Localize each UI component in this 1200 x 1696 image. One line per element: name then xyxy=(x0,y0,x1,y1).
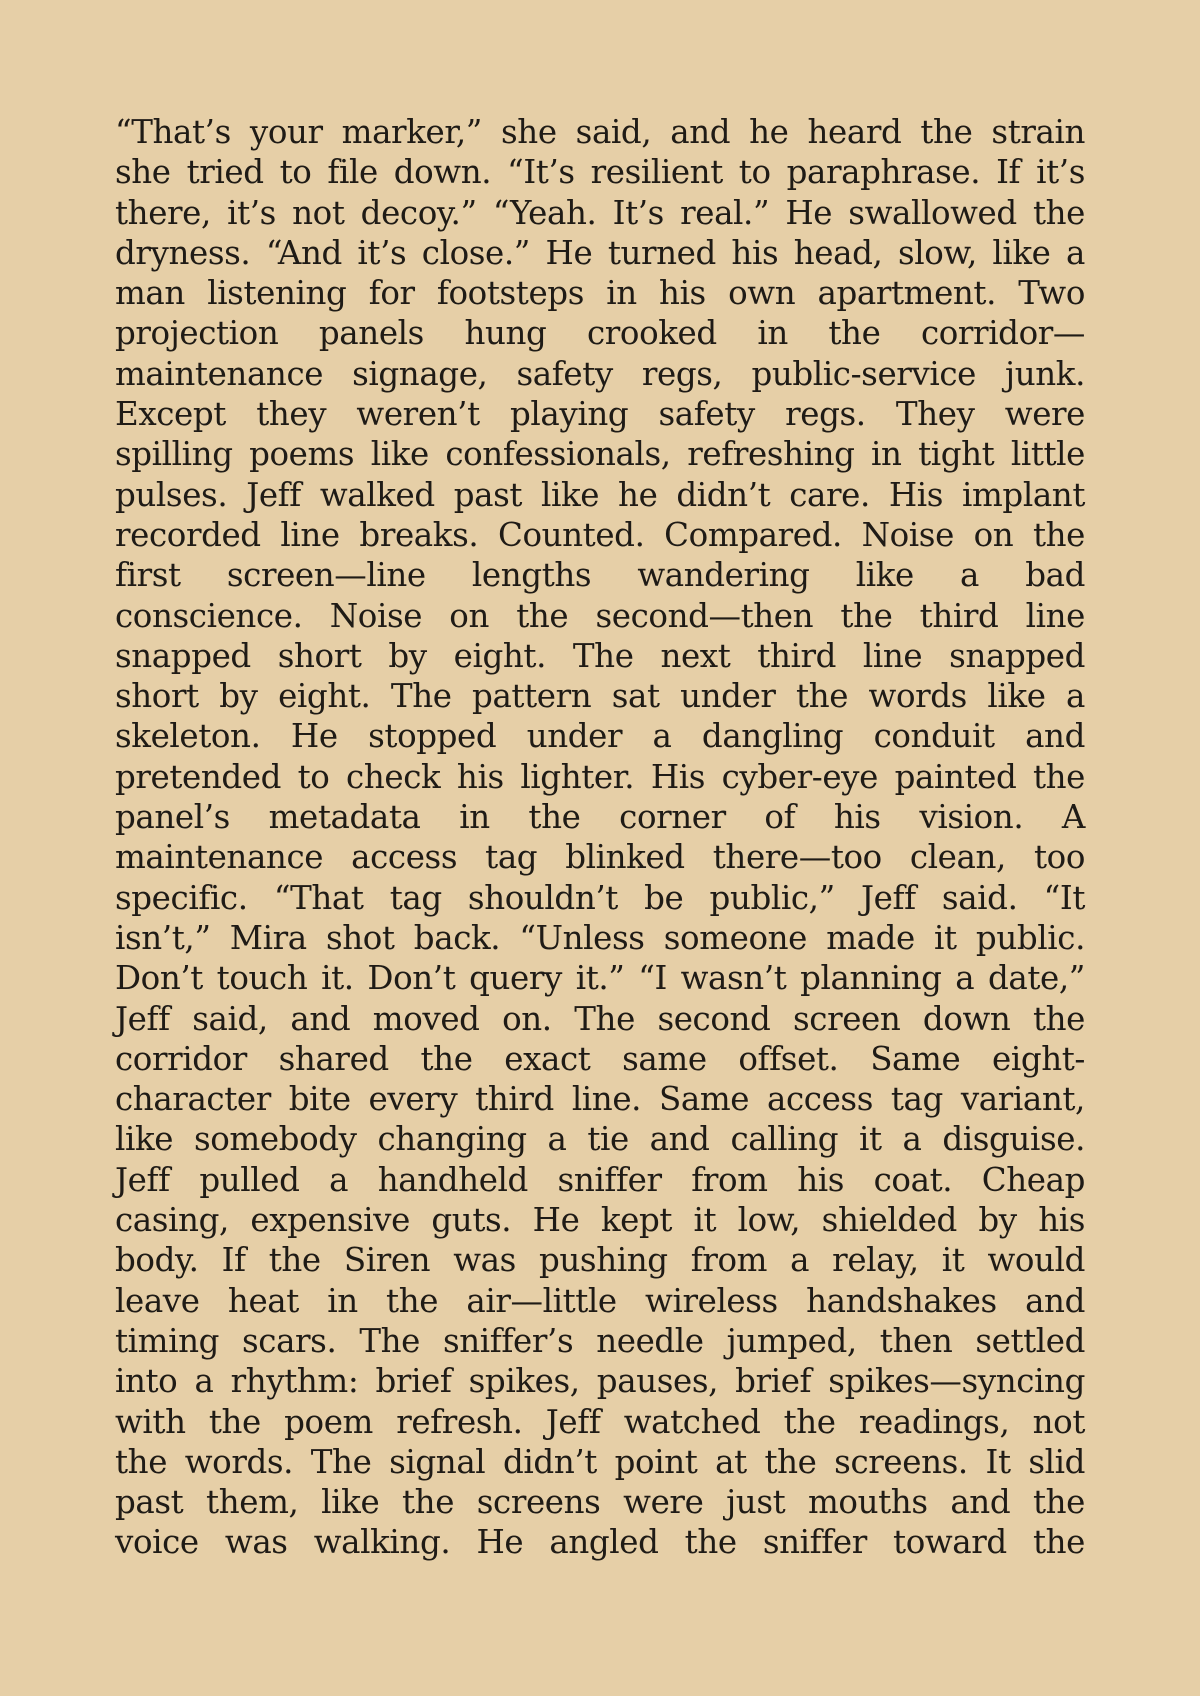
text-line: voice was walking. He angled the sniffer toward the xyxy=(115,1523,1085,1562)
text-line: short by eight. The pattern sat under the words like a xyxy=(115,677,1085,716)
text-line: leave heat in the air—little wireless handshakes and xyxy=(115,1281,1085,1320)
text-line: panel’s metadata in the corner of his vision. A xyxy=(115,798,1085,837)
text-line: corridor shared the exact same offset. Same eight- xyxy=(115,1039,1085,1078)
text-line: “That’s your marker,” she said, and he heard the strain xyxy=(115,113,1085,151)
text-line: past them, like the screens were just mouths and the xyxy=(115,1483,1085,1522)
text-line: snapped short by eight. The next third line snapped xyxy=(115,636,1085,675)
text-line: she tried to file down. “It’s resilient to paraphrase. If it’s xyxy=(115,153,1085,192)
text-line: man listening for footsteps in his own apartment. Two xyxy=(115,274,1085,313)
text-line: timing scars. The sniffer’s needle jumped, then settled xyxy=(115,1321,1085,1360)
text-line: dryness. “And it’s close.” He turned his head, slow, like a xyxy=(115,233,1085,272)
text-line: into a rhythm: brief spikes, pauses, brief spikes—syncing xyxy=(115,1362,1085,1401)
text-line: spilling poems like confessionals, refreshing in tight little xyxy=(115,435,1085,474)
text-line: like somebody changing a tie and calling it a disguise. xyxy=(115,1120,1085,1159)
text-line: Jeff said, and moved on. The second screen down the xyxy=(115,999,1085,1038)
text-line: skeleton. He stopped under a dangling conduit and xyxy=(115,717,1085,756)
text-line: first screen—line lengths wandering like a bad xyxy=(115,556,1085,595)
text-line: maintenance access tag blinked there—too clean, too xyxy=(115,838,1085,877)
text-line: projection panels hung crooked in the corridor— xyxy=(115,314,1085,353)
text-line: Except they weren’t playing safety regs. They were xyxy=(115,395,1085,434)
text-line: casing, expensive guts. He kept it low, shielded by his xyxy=(115,1201,1085,1240)
text-line: Jeff pulled a handheld sniffer from his coat. Cheap xyxy=(115,1160,1085,1199)
body-paragraph xyxy=(115,112,1085,1563)
text-line: with the poem refresh. Jeff watched the readings, not xyxy=(115,1402,1085,1441)
text-line: body. If the Siren was pushing from a relay, it would xyxy=(115,1241,1085,1280)
text-line: conscience. Noise on the second—then the third line xyxy=(115,596,1085,635)
text-line: Don’t touch it. Don’t query it.” “I wasn’t planning a date,” xyxy=(115,959,1085,998)
text-line: pretended to check his lighter. His cyber-eye painted the xyxy=(115,757,1085,796)
text-line: recorded line breaks. Counted. Compared. Noise on the xyxy=(115,515,1085,554)
text-line: the words. The signal didn’t point at the screens. It slid xyxy=(115,1442,1085,1481)
text-line: maintenance signage, safety regs, public-service junk. xyxy=(115,354,1085,393)
text-line: character bite every third line. Same access tag variant, xyxy=(115,1080,1085,1119)
text-line: pulses. Jeff walked past like he didn’t care. His implant xyxy=(115,475,1085,514)
text-line: there, it’s not decoy.” “Yeah. It’s real.” He swallowed the xyxy=(115,193,1085,232)
text-line: isn’t,” Mira shot back. “Unless someone made it public. xyxy=(115,918,1085,957)
text-line: specific. “That tag shouldn’t be public,” Jeff said. “It xyxy=(115,878,1085,917)
